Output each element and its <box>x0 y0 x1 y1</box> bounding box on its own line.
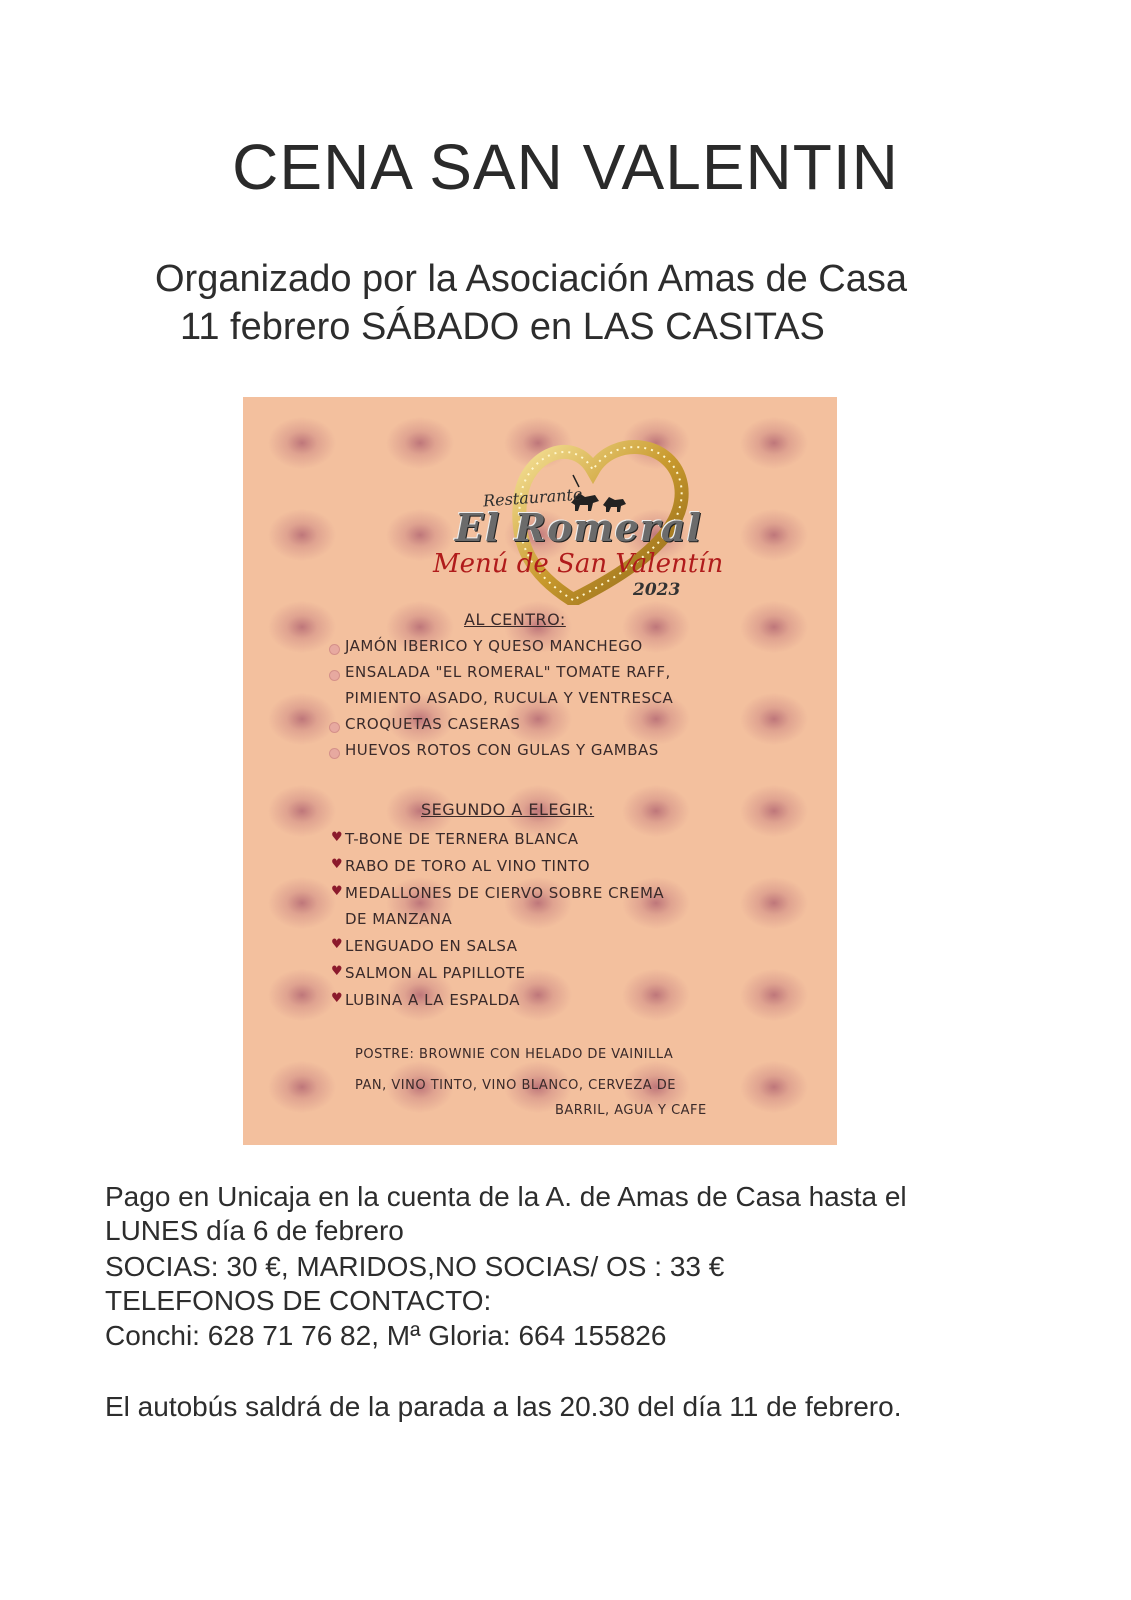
segundo-item: T-BONE DE TERNERA BLANCA <box>345 830 579 848</box>
bus-info: El autobús saldrá de la parada a las 20.30 del día 11 de febrero. <box>105 1391 902 1422</box>
segundo-item: SALMON AL PAPILLOTE <box>345 964 526 982</box>
bebida-line1: PAN, VINO TINTO, VINO BLANCO, CERVEZA DE <box>355 1078 676 1093</box>
payment-line1: Pago en Unicaja en la cuenta de la A. de Amas de Casa hasta el <box>105 1181 907 1212</box>
menu-image <box>243 397 837 1145</box>
segundo-item: RABO DE TORO AL VINO TINTO <box>345 857 591 875</box>
bullet-icon <box>329 670 340 681</box>
phones-label: TELEFONOS DE CONTACTO: <box>105 1285 492 1316</box>
segundo-item: LUBINA A LA ESPALDA <box>345 991 521 1009</box>
menu-year: 2023 <box>633 580 681 600</box>
centro-item: HUEVOS ROTOS CON GULAS Y GAMBAS <box>345 741 659 759</box>
section-segundo-heading: SEGUNDO A ELEGIR: <box>421 800 595 819</box>
bebida-line2: BARRIL, AGUA Y CAFE <box>555 1103 707 1118</box>
heart-bullet-icon: ♥ <box>331 857 344 872</box>
heart-bullet-icon: ♥ <box>331 991 344 1006</box>
heart-bullet-icon: ♥ <box>331 830 344 845</box>
centro-item: ENSALADA "EL ROMERAL" TOMATE RAFF, <box>345 663 671 681</box>
segundo-item: LENGUADO EN SALSA <box>345 937 518 955</box>
restaurant-label: Restaurante <box>482 484 583 511</box>
section-centro-heading: AL CENTRO: <box>464 610 566 629</box>
bullet-icon <box>329 722 340 733</box>
bullet-icon <box>329 748 340 759</box>
heart-bullet-icon: ♥ <box>331 964 344 979</box>
postre: POSTRE: BROWNIE CON HELADO DE VAINILLA <box>355 1047 674 1062</box>
contacts: Conchi: 628 71 76 82, Mª Gloria: 664 155826 <box>105 1320 667 1351</box>
centro-item: JAMÓN IBERICO Y QUESO MANCHEGO <box>345 637 643 655</box>
menu-name: Menú de San Valentín <box>433 549 724 579</box>
segundo-item: DE MANZANA <box>345 910 453 928</box>
bullet-icon <box>329 644 340 655</box>
restaurant-logo <box>423 425 723 605</box>
page-title: CENA SAN VALENTIN <box>232 131 899 203</box>
prices: SOCIAS: 30 €, MARIDOS,NO SOCIAS/ OS : 33 € <box>105 1251 725 1282</box>
centro-item: CROQUETAS CASERAS <box>345 715 521 733</box>
payment-line2: LUNES día 6 de febrero <box>105 1215 404 1246</box>
heart-bullet-icon: ♥ <box>331 937 344 952</box>
subtitle-date-place: 11 febrero SÁBADO en LAS CASITAS <box>180 306 825 348</box>
subtitle <box>155 255 907 351</box>
centro-item: PIMIENTO ASADO, RUCULA Y VENTRESCA <box>345 689 674 707</box>
heart-bullet-icon: ♥ <box>331 884 344 899</box>
subtitle-organizer: Organizado por la Asociación Amas de Casa <box>155 258 907 300</box>
segundo-item: MEDALLONES DE CIERVO SOBRE CREMA <box>345 884 665 902</box>
restaurant-name: El Romeral <box>455 505 703 550</box>
